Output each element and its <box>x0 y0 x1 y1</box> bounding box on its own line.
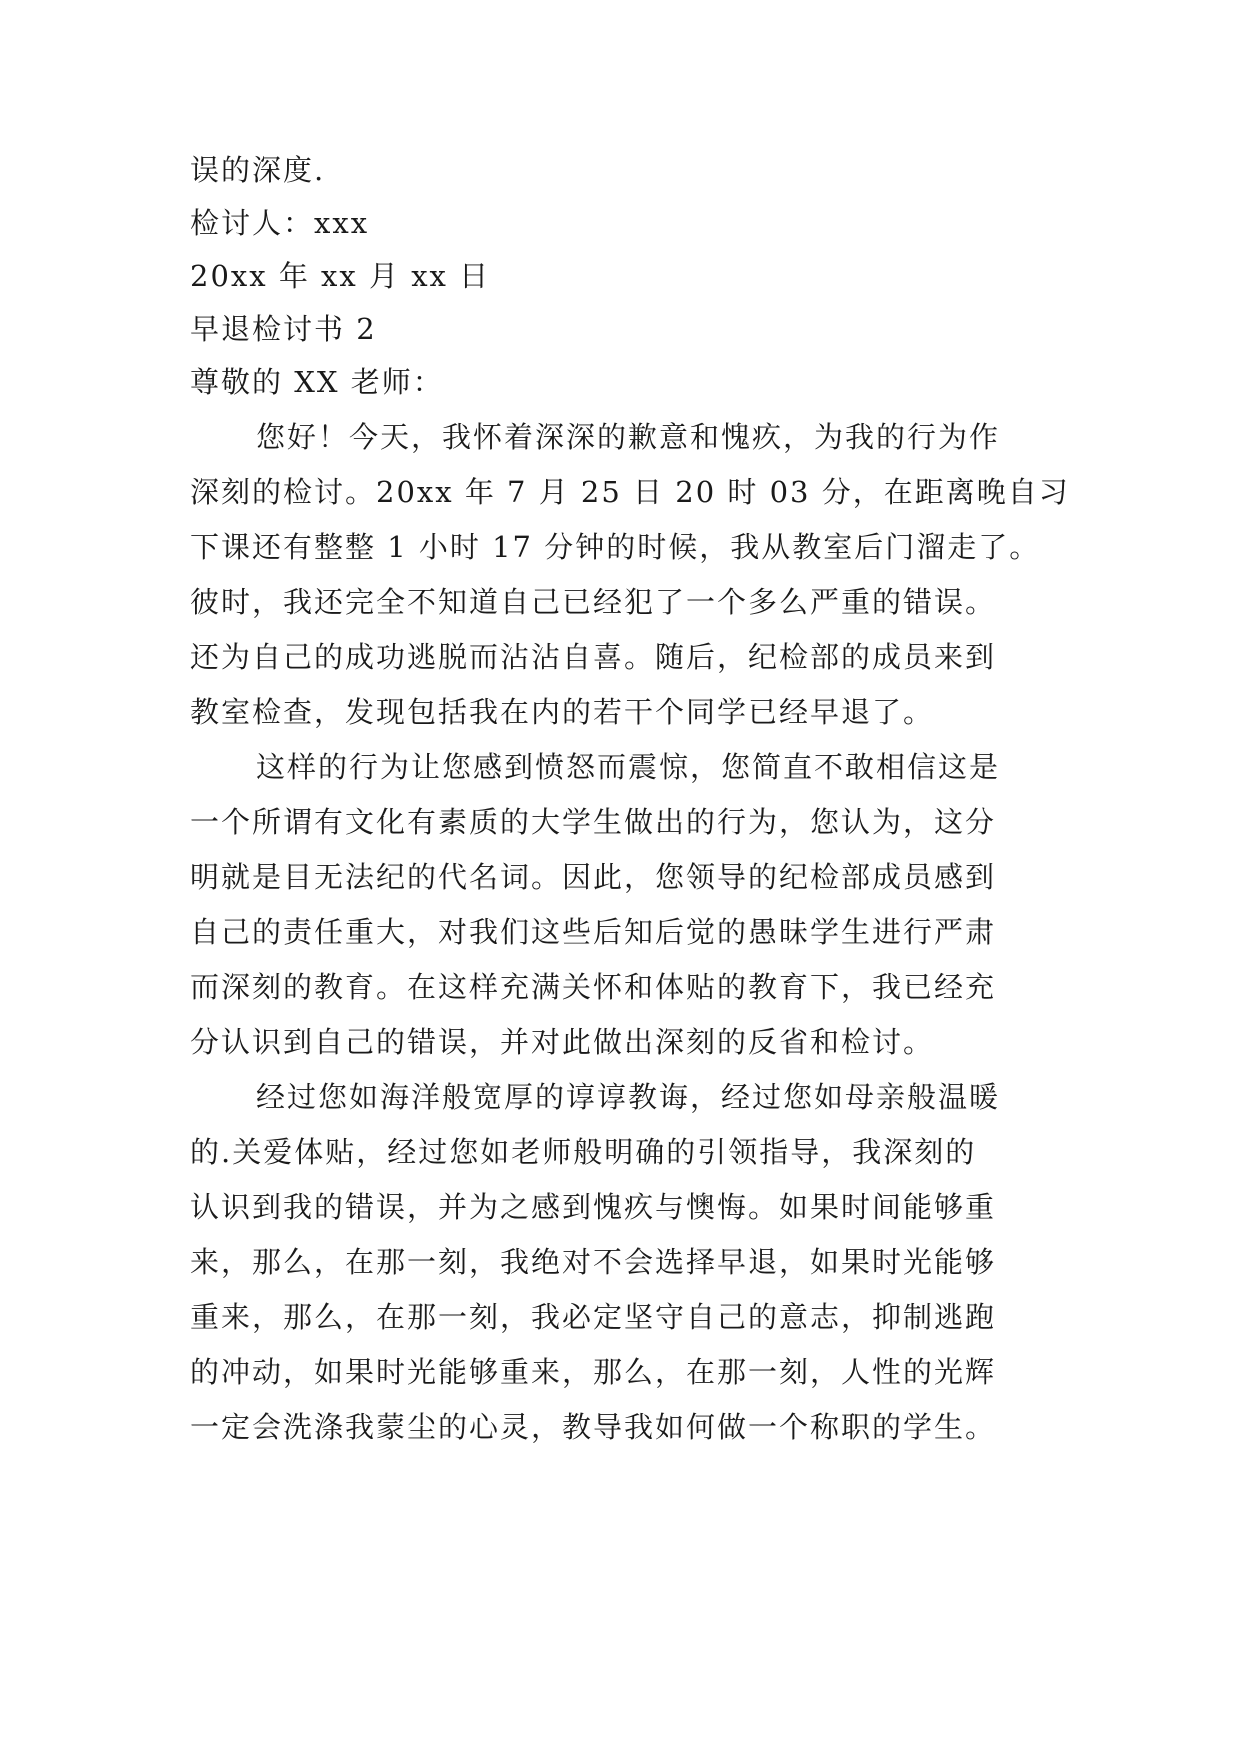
signer-line: 检讨人：xxx <box>190 206 370 240</box>
paragraph-line: 深刻的检讨。20xx 年 7 月 25 日 20 时 03 分，在距离晚自习 <box>190 475 1070 509</box>
paragraph-line: 教室检查，发现包括我在内的若干个同学已经早退了。 <box>190 695 935 729</box>
paragraph-line: 认识到我的错误，并为之感到愧疚与懊悔。如果时间能够重 <box>190 1190 997 1224</box>
text-line: 误的深度. <box>190 153 326 187</box>
paragraph-line: 明就是目无法纪的代名词。因此，您领导的纪检部成员感到 <box>190 860 997 894</box>
paragraph-line: 这样的行为让您感到愤怒而震惊，您简直不敢相信这是 <box>256 750 1001 784</box>
paragraph-line: 的.关爱体贴，经过您如老师般明确的引领指导，我深刻的 <box>190 1135 977 1169</box>
paragraph-line: 重来，那么，在那一刻，我必定坚守自己的意志，抑制逃跑 <box>190 1300 997 1334</box>
paragraph-line: 经过您如海洋般宽厚的谆谆教诲，经过您如母亲般温暖 <box>256 1080 1001 1114</box>
paragraph-line: 一定会洗涤我蒙尘的心灵，教导我如何做一个称职的学生。 <box>190 1410 997 1444</box>
paragraph-line: 一个所谓有文化有素质的大学生做出的行为，您认为，这分 <box>190 805 997 839</box>
paragraph-line: 的冲动，如果时光能够重来，那么，在那一刻，人性的光辉 <box>190 1355 997 1389</box>
paragraph-line: 来，那么，在那一刻，我绝对不会选择早退，如果时光能够 <box>190 1245 997 1279</box>
paragraph-line: 分认识到自己的错误，并对此做出深刻的反省和检讨。 <box>190 1025 935 1059</box>
paragraph-line: 您好！今天，我怀着深深的歉意和愧疚，为我的行为作 <box>256 420 1001 454</box>
paragraph-line: 自己的责任重大，对我们这些后知后觉的愚昧学生进行严肃 <box>190 915 997 949</box>
paragraph-line: 而深刻的教育。在这样充满关怀和体贴的教育下，我已经充 <box>190 970 997 1004</box>
paragraph-line: 彼时，我还完全不知道自己已经犯了一个多么严重的错误。 <box>190 585 997 619</box>
paragraph-line: 还为自己的成功逃脱而沾沾自喜。随后，纪检部的成员来到 <box>190 640 997 674</box>
date-line: 20xx 年 xx 月 xx 日 <box>190 259 491 293</box>
salutation: 尊敬的 XX 老师： <box>190 365 444 399</box>
paragraph-line: 下课还有整整 1 小时 17 分钟的时候，我从教室后门溜走了。 <box>190 530 1041 564</box>
section-title: 早退检讨书 2 <box>190 312 377 346</box>
